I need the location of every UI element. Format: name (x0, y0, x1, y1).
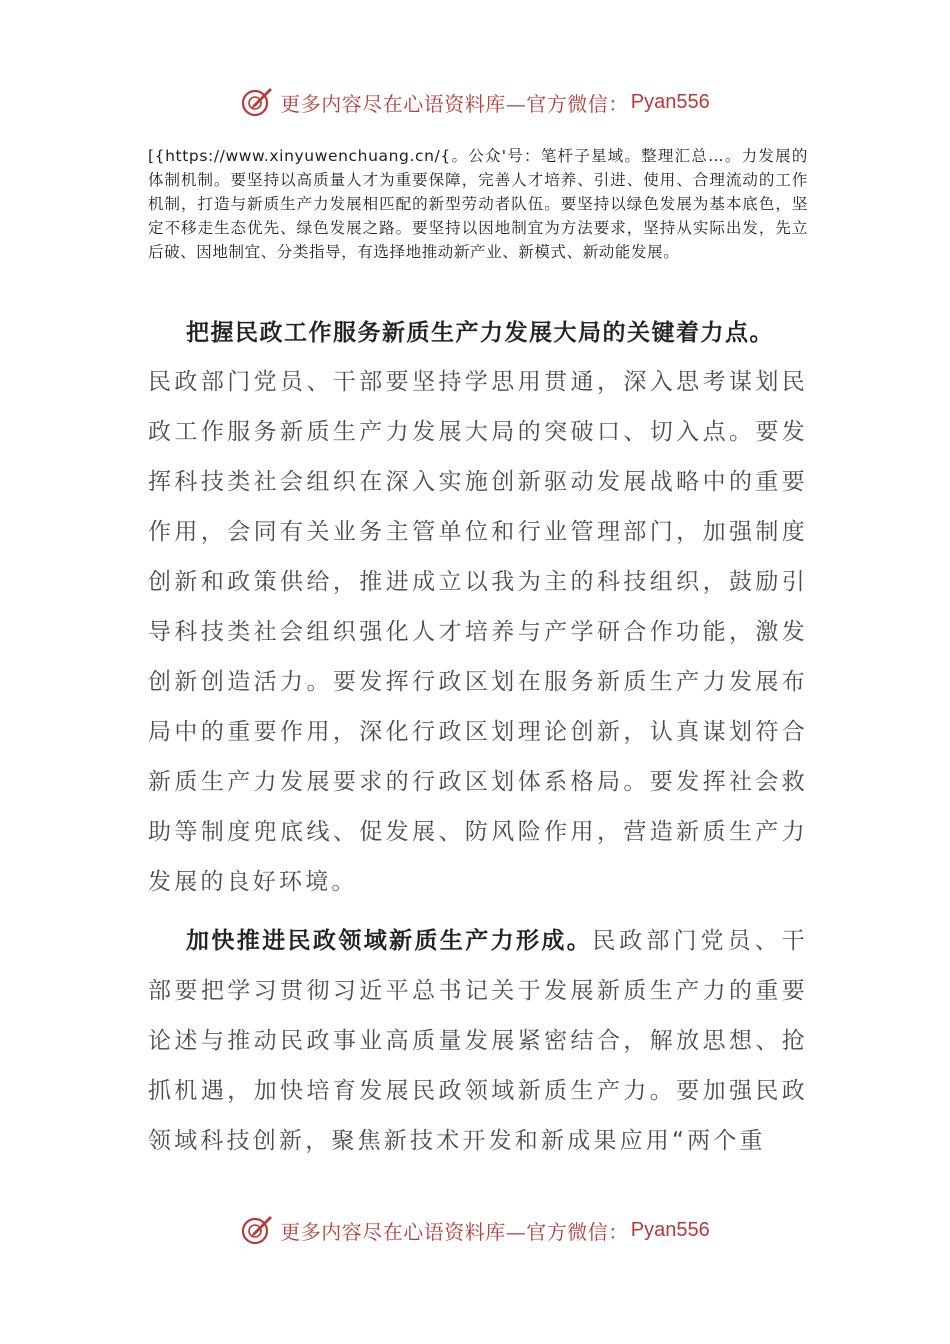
footer-banner-text: 更多内容尽在心语资料库—官方微信： (280, 1219, 629, 1244)
section1-heading: 把握民政工作服务新质生产力发展大局的关键着力点。 (186, 320, 774, 346)
header-banner-contact: Pyan556 (630, 90, 710, 113)
footer-banner (0, 1210, 950, 1250)
pen-logo-icon (240, 1213, 274, 1247)
intro-paragraph: [{https://www.xinyuwenchuang.cn/{。公众'号：笔杆子星域。整理汇总…。力发展的体制机制。要坚持以高质量人才为重要保障，完善人才培养、引进、使用、合理流动的工作机制，打造与新质生产力发展相匹配的新型劳动者队伍。要坚持以绿色发展为基本底色，坚定不移走生态优先、绿色发展之路。要坚持以因地制宜为方法要求，坚持从实际出发，先立后破、因地制宜、分类指导，有选择地推动新产业、新模式、新动能发展。 (148, 147, 808, 261)
section2-paragraph (148, 916, 808, 1166)
pen-logo-icon (240, 85, 274, 119)
header-banner (0, 82, 950, 122)
footer-banner-contact: Pyan556 (630, 1218, 710, 1241)
section2-lead: 加快推进民政领域新质生产力形成。 (186, 928, 593, 954)
section2-body: 民政部门党员、干部要把学习贯彻习近平总书记关于发展新质生产力的重要论述与推动民政事业高质量发展紧密结合，解放思想、抢抓机遇，加快培育发展民政领域新质生产力。要加强民政领域科技创新，聚焦新技术开发和新成果应用“两个重 (148, 928, 808, 1154)
section1-body: 民政部门党员、干部要坚持学思用贯通，深入思考谋划民政工作服务新质生产力发展大局的突破口、切入点。要发挥科技类社会组织在深入实施创新驱动发展战略中的重要作用，会同有关业务主管单位和行业管理部门，加强制度创新和政策供给，推进成立以我为主的科技组织，鼓励引导科技类社会组织强化人才培养与产学研合作功能，激发创新创造活力。要发挥行政区划在服务新质生产力发展布局中的重要作用，深化行政区划理论创新，认真谋划符合新质生产力发展要求的行政区划体系格局。要发挥社会救助等制度兜底线、促发展、防风险作用，营造新质生产力发展的良好环境。 (148, 369, 808, 895)
header-banner-text: 更多内容尽在心语资料库—官方微信： (280, 91, 629, 116)
